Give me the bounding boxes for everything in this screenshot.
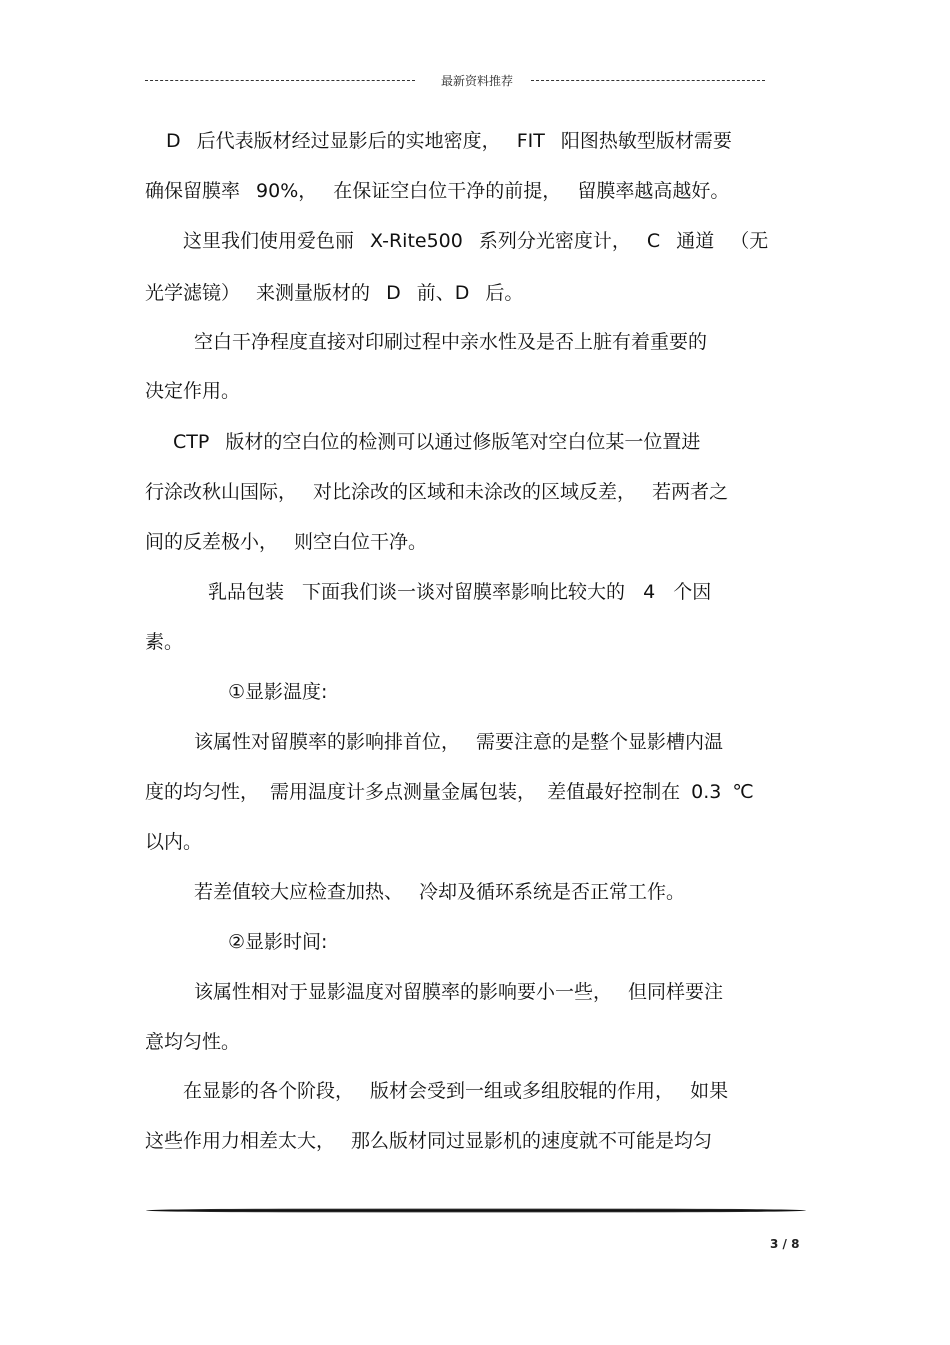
body-line: 度的均匀性， 需用温度计多点测量金属包装， 差值最好控制在 0.3 ℃ — [145, 781, 754, 803]
body-line: 决定作用。 — [145, 380, 241, 402]
page-number: 3 / 8 — [770, 1237, 800, 1251]
body-line: 光学滤镜） 来测量版材的 D 前、D 后。 — [145, 282, 524, 304]
body-line: 这些作用力相差太大， 那么版材同过显影机的速度就不可能是均匀 — [145, 1130, 713, 1152]
body-line: 确保留膜率 90%， 在保证空白位干净的前提， 留膜率越高越好。 — [145, 180, 730, 202]
body-line: 以内。 — [145, 831, 203, 853]
page-header — [145, 72, 765, 92]
body-line: ②显影时间: — [228, 931, 328, 953]
footer-divider — [146, 1208, 806, 1213]
body-line: 乳品包装 下面我们谈一谈对留膜率影响比较大的 4 个因 — [208, 581, 712, 603]
header-title: 最新资料推荐 — [441, 74, 514, 88]
body-line: CTP 版材的空白位的检测可以通过修版笔对空白位某一位置进 — [173, 431, 701, 453]
body-line: 在显影的各个阶段， 版材会受到一组或多组胶辊的作用， 如果 — [183, 1080, 729, 1102]
body-line: 该属性对留膜率的影响排首位， 需要注意的是整个显影槽内温 — [194, 731, 724, 753]
header-left-dashes — [145, 80, 415, 81]
body-line: 行涂改秋山国际， 对比涂改的区域和未涂改的区域反差， 若两者之 — [145, 481, 729, 503]
body-line: 空白干净程度直接对印刷过程中亲水性及是否上脏有着重要的 — [194, 331, 708, 353]
body-line: D 后代表版材经过显影后的实地密度， FIT 阳图热敏型版材需要 — [166, 130, 732, 152]
body-line: ①显影温度: — [228, 681, 328, 703]
body-line: 若差值较大应检查加热、 冷却及循环系统是否正常工作。 — [194, 881, 686, 903]
body-line: 意均匀性。 — [145, 1031, 241, 1053]
body-line: 间的反差极小， 则空白位干净。 — [145, 531, 428, 553]
header-right-dashes — [531, 80, 765, 81]
body-line: 该属性相对于显影温度对留膜率的影响要小一些， 但同样要注 — [194, 981, 724, 1003]
body-line: 这里我们使用爱色丽 X-Rite500 系列分光密度计， C 通道 （无 — [183, 230, 769, 252]
body-line: 素。 — [145, 631, 184, 653]
